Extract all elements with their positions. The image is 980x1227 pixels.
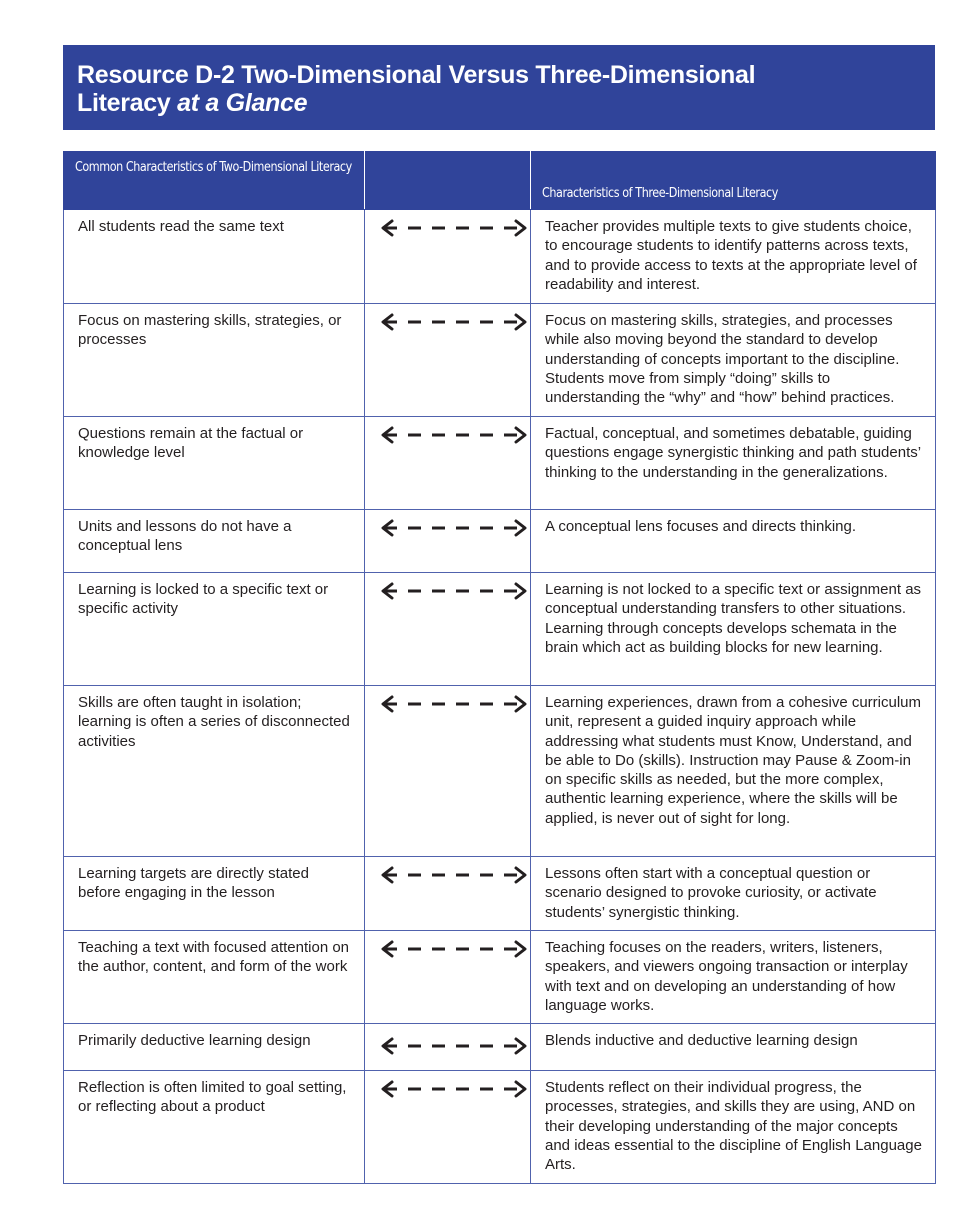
double-arrow-icon xyxy=(379,580,529,602)
table-header xyxy=(64,152,936,210)
title-banner xyxy=(63,45,935,130)
two-d-cell: Learning targets are directly stated before engaging in the lesson xyxy=(64,857,365,931)
three-d-cell: Blends inductive and deductive learning design xyxy=(531,1024,936,1071)
table-row xyxy=(64,510,936,573)
two-d-cell: Primarily deductive learning design xyxy=(64,1024,365,1071)
arrow-cell xyxy=(365,573,531,686)
two-d-cell: Skills are often taught in isolation; learning is often a series of disconnected activities xyxy=(64,686,365,857)
table-row xyxy=(64,304,936,417)
arrow-cell xyxy=(365,686,531,857)
table-row xyxy=(64,417,936,510)
two-d-cell: Reflection is often limited to goal setting, or reflecting about a product xyxy=(64,1071,365,1184)
comparison-table xyxy=(63,151,936,1184)
header-three-dimensional: Characteristics of Three-Dimensional Literacy xyxy=(531,152,936,210)
arrow-cell xyxy=(365,857,531,931)
two-d-cell: Teaching a text with focused attention on the author, content, and form of the work xyxy=(64,931,365,1024)
double-arrow-icon xyxy=(379,693,529,715)
table-row xyxy=(64,1024,936,1071)
arrow-cell xyxy=(365,1024,531,1071)
table-row xyxy=(64,857,936,931)
arrow-cell xyxy=(365,1071,531,1184)
three-d-cell: Students reflect on their individual progress, the processes, strategies, and skills they are using, AND on their developing understanding of the major concepts and ideas essential to the discipline of English Language Arts. xyxy=(531,1071,936,1184)
three-d-cell: Focus on mastering skills, strategies, and processes while also moving beyond the standard to develop understanding of concepts important to the discipline. Students move from simply “doing” skills to understanding the “why” and “how” behind practices. xyxy=(531,304,936,417)
double-arrow-icon xyxy=(379,517,529,539)
double-arrow-icon xyxy=(379,938,529,960)
title-line-2-italic: at a Glance xyxy=(177,89,308,117)
header-two-dimensional: Common Characteristics of Two-Dimensional Literacy xyxy=(64,152,365,210)
double-arrow-icon xyxy=(379,311,529,333)
three-d-cell: Learning experiences, drawn from a cohesive curriculum unit, represent a guided inquiry approach while addressing what students must Know, Understand, and be able to Do (skills). Instruction may Pause & Zoom-in on specific skills as needed, but the more complex, authentic learning experience, where the skills will be applied, is never out of sight for long. xyxy=(531,686,936,857)
three-d-cell: A conceptual lens focuses and directs thinking. xyxy=(531,510,936,573)
two-d-cell: Focus on mastering skills, strategies, or processes xyxy=(64,304,365,417)
title-line-2 xyxy=(77,89,921,117)
table-row xyxy=(64,931,936,1024)
header-middle xyxy=(365,152,531,210)
table-row xyxy=(64,1071,936,1184)
three-d-cell: Factual, conceptual, and sometimes debatable, guiding questions engage synergistic thinking and path students’ thinking to the understanding in the generalizations. xyxy=(531,417,936,510)
double-arrow-icon xyxy=(379,1078,529,1100)
double-arrow-icon xyxy=(379,1035,529,1057)
two-d-cell: Questions remain at the factual or knowledge level xyxy=(64,417,365,510)
table-row xyxy=(64,573,936,686)
double-arrow-icon xyxy=(379,217,529,239)
three-d-cell: Learning is not locked to a specific text or assignment as conceptual understanding transfers to other situations. Learning through concepts develops schemata in the brain which act as building blocks for new learning. xyxy=(531,573,936,686)
three-d-cell: Teacher provides multiple texts to give students choice, to encourage students to identify patterns across texts, and to provide access to texts at the appropriate level of readability and interest. xyxy=(531,210,936,304)
table-row xyxy=(64,686,936,857)
two-d-cell: All students read the same text xyxy=(64,210,365,304)
arrow-cell xyxy=(365,304,531,417)
two-d-cell: Units and lessons do not have a conceptual lens xyxy=(64,510,365,573)
three-d-cell: Lessons often start with a conceptual question or scenario designed to provoke curiosity, or activate students’ synergistic thinking. xyxy=(531,857,936,931)
double-arrow-icon xyxy=(379,424,529,446)
header-row xyxy=(64,152,936,210)
title-line-2-plain: Literacy xyxy=(77,89,178,117)
two-d-cell: Learning is locked to a specific text or specific activity xyxy=(64,573,365,686)
arrow-cell xyxy=(365,931,531,1024)
double-arrow-icon xyxy=(379,864,529,886)
table-body xyxy=(64,210,936,1184)
arrow-cell xyxy=(365,210,531,304)
three-d-cell: Teaching focuses on the readers, writers, listeners, speakers, and viewers ongoing transaction or interplay with text and on developing an understanding of how language works. xyxy=(531,931,936,1024)
arrow-cell xyxy=(365,417,531,510)
arrow-cell xyxy=(365,510,531,573)
title-line-1: Resource D-2 Two-Dimensional Versus Three-Dimensional xyxy=(77,61,756,89)
table-row xyxy=(64,210,936,304)
